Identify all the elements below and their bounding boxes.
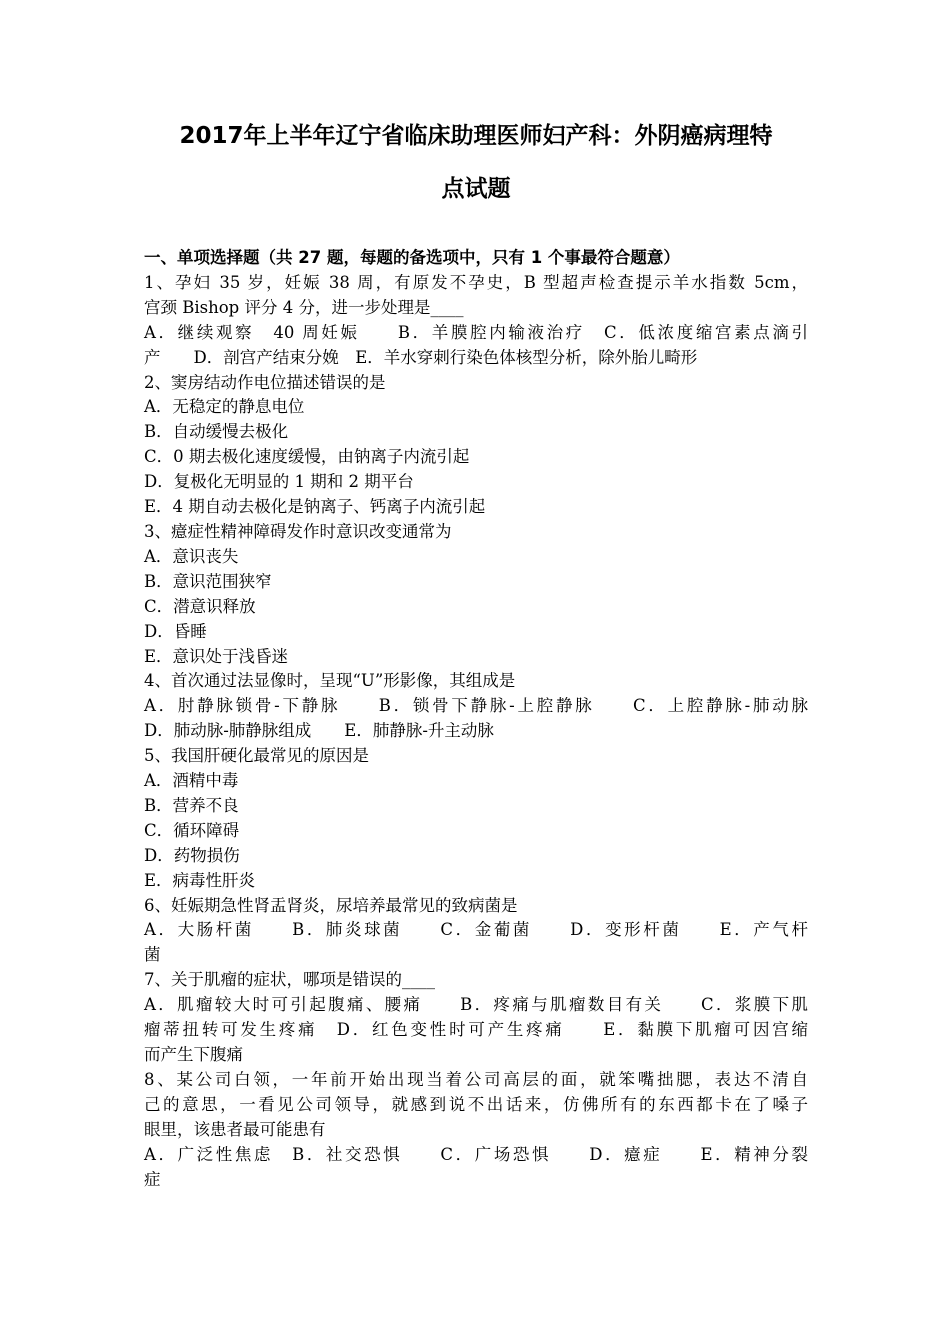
text-line: A．无稳定的静息电位: [144, 397, 305, 417]
text-line: E．4 期自动去极化是钠离子、钙离子内流引起: [144, 497, 486, 517]
text-line: A．继续观察 40 周妊娠 B．羊膜腔内输液治疗 C．低浓度缩宫素点滴引: [144, 322, 808, 342]
title-line-1: 2017年上半年辽宁省临床助理医师妇产科：外阴癌病理特: [179, 123, 773, 149]
text-line: A．大肠杆菌 B．肺炎球菌 C．金葡菌 D．变形杆菌 E．产气杆: [144, 920, 808, 940]
text-line: 5、我国肝硬化最常见的原因是: [144, 746, 369, 766]
text-line: D．复极化无明显的 1 期和 2 期平台: [144, 472, 414, 492]
title-line-2: 点试题: [441, 176, 511, 202]
text-line: 瘤蒂扭转可发生疼痛 D．红色变性时可产生疼痛 E．黏膜下肌瘤可因宫缩: [144, 1020, 808, 1040]
text-line: A．肌瘤较大时可引起腹痛、腰痛 B．疼痛与肌瘤数目有关 C．浆膜下肌: [144, 995, 808, 1015]
document-title: [138, 110, 814, 216]
section-heading: 一、单项选择题（共 27 题，每题的备选项中，只有 1 个事最符合题意）: [144, 248, 680, 267]
text-line: A．肘静脉锁骨-下静脉 B．锁骨下静脉-上腔静脉 C．上腔静脉-肺动脉: [144, 696, 808, 716]
text-line: 2、窦房结动作电位描述错误的是: [144, 372, 386, 392]
text-line: 症: [144, 1169, 161, 1189]
text-line: 眼里，该患者最可能患有: [144, 1119, 326, 1139]
text-line: B．营养不良: [144, 795, 239, 815]
text-line: A．广泛性焦虑 B．社交恐惧 C．广场恐惧 D．癔症 E．精神分裂: [144, 1144, 808, 1164]
text-line: 3、癔症性精神障碍发作时意识改变通常为: [144, 521, 452, 541]
text-line: 菌: [144, 945, 161, 965]
text-line: C．循环障碍: [144, 820, 240, 840]
text-line: E．病毒性肝炎: [144, 870, 256, 890]
text-line: 4、首次通过法显像时，呈现“U”形影像，其组成是: [144, 671, 516, 691]
text-line: D．肺动脉-肺静脉组成 E．肺静脉-升主动脉: [144, 721, 494, 741]
text-line: 6、妊娠期急性肾盂肾炎，尿培养最常见的致病菌是: [144, 895, 518, 915]
text-line: D．药物损伤: [144, 845, 240, 865]
question-list: [144, 271, 808, 1193]
text-line: C．潜意识释放: [144, 596, 256, 616]
text-line: 产 D．剖宫产结束分娩 E．羊水穿刺行染色体核型分析，除外胎儿畸形: [144, 347, 698, 367]
text-line: A．酒精中毒: [144, 771, 239, 791]
text-line: 8、某公司白领，一年前开始出现当着公司高层的面，就笨嘴拙腮，表达不清自: [144, 1069, 808, 1089]
text-line: 宫颈 Bishop 评分 4 分，进一步处理是____: [144, 297, 464, 317]
document-page: [144, 110, 808, 1192]
text-line: A．意识丧失: [144, 546, 239, 566]
text-line: 己的意思，一看见公司领导，就感到说不出话来，仿佛所有的东西都卡在了嗓子: [144, 1094, 808, 1114]
text-line: B．意识范围狭窄: [144, 571, 272, 591]
text-line: 7、关于肌瘤的症状，哪项是错误的____: [144, 970, 435, 990]
text-line: D．昏睡: [144, 621, 207, 641]
text-line: E．意识处于浅昏迷: [144, 646, 289, 666]
text-line: B．自动缓慢去极化: [144, 422, 289, 442]
text-line: C．0 期去极化速度缓慢，由钠离子内流引起: [144, 447, 470, 467]
text-line: 而产生下腹痛: [144, 1045, 243, 1064]
text-line: 1、孕妇 35 岁，妊娠 38 周，有原发不孕史，B 型超声检查提示羊水指数 5cm，: [144, 272, 808, 292]
